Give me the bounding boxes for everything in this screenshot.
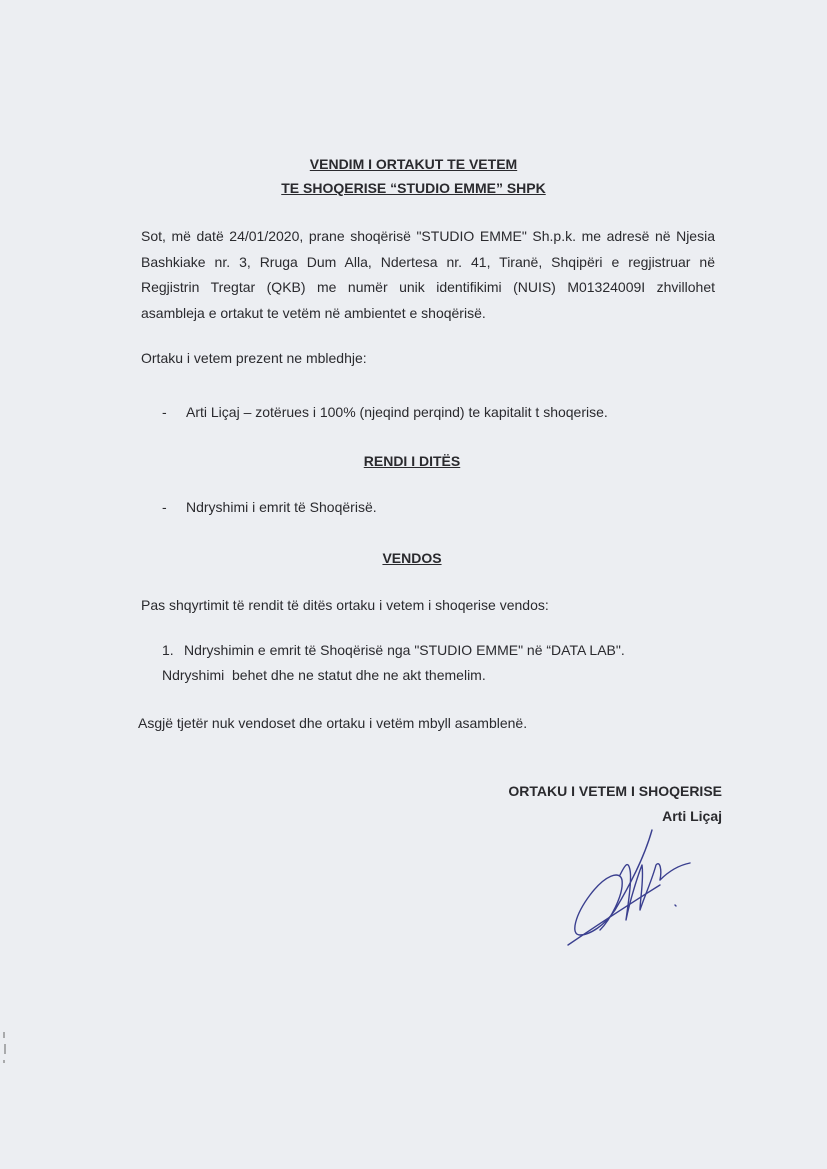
present-item: Arti Liçaj – zotërues i 100% (njeqind perqind) te kapitalit t shoqerise. xyxy=(186,404,608,420)
signatory-name: Arti Liçaj xyxy=(662,808,722,824)
scan-edge-mark xyxy=(0,1030,8,1070)
decision-continuation: Ndryshimi behet dhe ne statut dhe ne akt themelim. xyxy=(162,667,486,683)
decides-heading: VENDOS xyxy=(382,550,442,566)
bullet-dash: - xyxy=(162,499,167,515)
bullet-dash: - xyxy=(162,404,167,420)
agenda-item: Ndryshimi i emrit të Shoqërisë. xyxy=(186,499,377,515)
decision-text: Ndryshimin e emrit të Shoqërisë nga "STUDIO EMME" në “DATA LAB". xyxy=(184,642,625,658)
closing-statement: Asgjë tjetër nuk vendoset dhe ortaku i vetëm mbyll asamblenë. xyxy=(138,715,528,731)
document-title-line-1: VENDIM I ORTAKUT TE VETEM xyxy=(309,156,518,172)
document-title-line-2: TE SHOQERISE “STUDIO EMME” SHPK xyxy=(281,180,546,196)
signatory-title: ORTAKU I VETEM I SHOQERISE xyxy=(508,783,722,799)
intro-line: Bashkiake nr. 3, Rruga Dum Alla, Ndertesa nr. 41, Tiranë, Shqipëri e regjistruar në xyxy=(141,253,715,270)
handwritten-signature xyxy=(560,825,710,950)
decides-intro: Pas shqyrtimit të rendit të ditës ortaku i vetem i shoqerise vendos: xyxy=(141,597,549,613)
intro-line: Sot, më datë 24/01/2020, prane shoqërisë "STUDIO EMME" Sh.p.k. me adresë në Njesia xyxy=(141,228,715,244)
intro-line: asambleja e ortakut te vetëm në ambientet e shoqërisë. xyxy=(141,305,486,322)
agenda-heading: RENDI I DITËS xyxy=(363,453,461,469)
present-label: Ortaku i vetem prezent ne mbledhje: xyxy=(141,350,367,366)
intro-line: Regjistrin Tregtar (QKB) me numër unik identifikimi (NUIS) M01324009I zhvillohet xyxy=(141,279,715,296)
intro-paragraph xyxy=(141,224,715,327)
decision-number: 1. xyxy=(162,642,174,658)
